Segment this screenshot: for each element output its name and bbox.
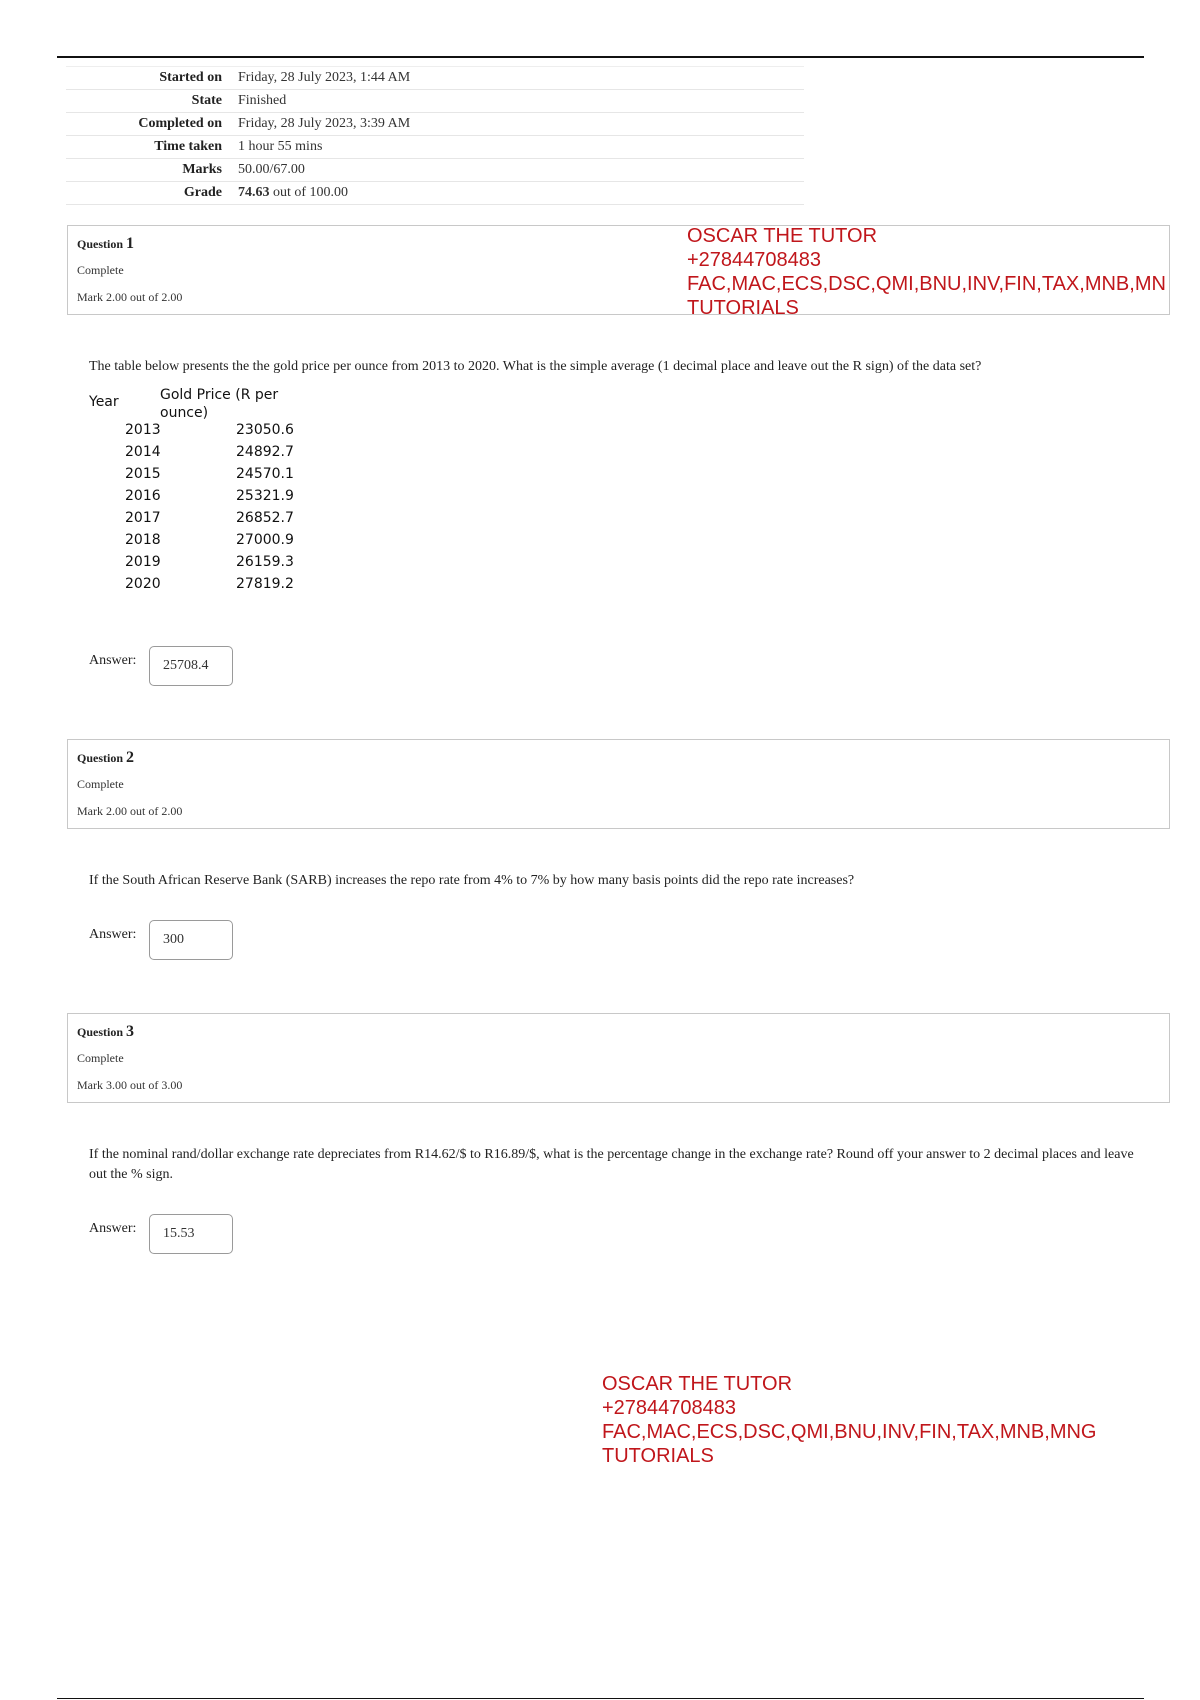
question-text-1: The table below presents the the gold price per ounce from 2013 to 2020. What is the simple average (1 decimal place and leave out the R sign) of the data set? bbox=[89, 359, 982, 374]
question-text-3: If the nominal rand/dollar exchange rate depreciates from R14.62/$ to R16.89/$, what is the percentage change in the exchange rate? Round off your answer to 2 decimal places and leave out the % sign. bbox=[89, 1147, 1134, 1182]
watermark-line: OSCAR THE TUTOR bbox=[687, 225, 878, 247]
summary-row-state bbox=[66, 90, 804, 113]
question-label: Question bbox=[77, 751, 124, 765]
watermark-bottom bbox=[602, 1372, 1097, 1468]
question-mark: Mark 2.00 out of 2.00 bbox=[77, 804, 183, 818]
price-cell: 25321.9 bbox=[236, 488, 294, 504]
year-cell: 2019 bbox=[125, 554, 161, 570]
question-number-value: 2 bbox=[126, 749, 135, 766]
watermark-line: +27844708483 bbox=[602, 1397, 737, 1419]
question-number bbox=[77, 235, 134, 253]
summary-value bbox=[238, 182, 804, 205]
question-number-value: 1 bbox=[126, 235, 135, 252]
summary-value: Friday, 28 July 2023, 1:44 AM bbox=[238, 67, 804, 90]
summary-label: Grade bbox=[66, 182, 238, 205]
price-cell: 26159.3 bbox=[236, 554, 294, 570]
question-info-box-3 bbox=[67, 1013, 1170, 1103]
watermark-line: FAC,MAC,ECS,DSC,QMI,BNU,INV,FIN,TAX,MNB,MN bbox=[687, 273, 1166, 295]
grade-suffix: out of 100.00 bbox=[269, 185, 349, 200]
summary-row-grade bbox=[66, 182, 804, 205]
year-cell: 2016 bbox=[125, 488, 161, 504]
answer-input-2[interactable]: 300 bbox=[149, 920, 233, 960]
answer-input-3[interactable]: 15.53 bbox=[149, 1214, 233, 1254]
gold-table-header-price: Gold Price (R per ounce) bbox=[160, 387, 279, 421]
question-label: Question bbox=[77, 237, 124, 251]
table-row bbox=[89, 466, 309, 488]
summary-row-marks bbox=[66, 159, 804, 182]
question-text-2: If the South African Reserve Bank (SARB) increases the repo rate from 4% to 7% by how many basis points did the repo rate increases? bbox=[89, 873, 855, 888]
bottom-rule bbox=[57, 1698, 1144, 1699]
year-cell: 2017 bbox=[125, 510, 161, 526]
price-cell: 26852.7 bbox=[236, 510, 294, 526]
watermark-line: TUTORIALS bbox=[687, 297, 799, 319]
price-cell: 24892.7 bbox=[236, 444, 294, 460]
question-label: Question bbox=[77, 1025, 124, 1039]
summary-label: Completed on bbox=[66, 113, 238, 136]
table-row bbox=[89, 532, 309, 554]
top-rule bbox=[57, 56, 1144, 58]
summary-value: 50.00/67.00 bbox=[238, 159, 804, 182]
question-number bbox=[77, 749, 134, 767]
watermark-line: TUTORIALS bbox=[602, 1445, 714, 1467]
price-cell: 27819.2 bbox=[236, 576, 294, 592]
summary-value: Finished bbox=[238, 90, 804, 113]
question-status: Complete bbox=[77, 263, 124, 277]
grade-value: 74.63 bbox=[238, 185, 270, 200]
table-row bbox=[89, 488, 309, 510]
watermark-line: FAC,MAC,ECS,DSC,QMI,BNU,INV,FIN,TAX,MNB,MNG bbox=[602, 1421, 1097, 1443]
table-row bbox=[89, 554, 309, 576]
answer-label-3: Answer: bbox=[89, 1221, 137, 1236]
table-row bbox=[89, 422, 309, 444]
answer-label-2: Answer: bbox=[89, 927, 137, 942]
gold-table-header-year: Year bbox=[89, 394, 119, 410]
summary-row-started bbox=[66, 67, 804, 90]
summary-row-completed bbox=[66, 113, 804, 136]
question-number-value: 3 bbox=[126, 1023, 135, 1040]
year-cell: 2013 bbox=[125, 422, 161, 438]
year-cell: 2020 bbox=[125, 576, 161, 592]
answer-label-1: Answer: bbox=[89, 653, 137, 668]
question-mark: Mark 2.00 out of 2.00 bbox=[77, 290, 183, 304]
price-cell: 23050.6 bbox=[236, 422, 294, 438]
question-number bbox=[77, 1023, 134, 1041]
watermark-line: +27844708483 bbox=[687, 249, 822, 271]
summary-value: 1 hour 55 mins bbox=[238, 136, 804, 159]
year-cell: 2018 bbox=[125, 532, 161, 548]
table-row bbox=[89, 444, 309, 466]
summary-value: Friday, 28 July 2023, 3:39 AM bbox=[238, 113, 804, 136]
summary-label: Started on bbox=[66, 67, 238, 90]
question-info-box-2 bbox=[67, 739, 1170, 829]
attempt-summary-table bbox=[66, 66, 804, 205]
summary-label: Time taken bbox=[66, 136, 238, 159]
watermark-line: OSCAR THE TUTOR bbox=[602, 1373, 793, 1395]
table-row bbox=[89, 576, 309, 598]
year-cell: 2015 bbox=[125, 466, 161, 482]
summary-row-time bbox=[66, 136, 804, 159]
summary-label: Marks bbox=[66, 159, 238, 182]
question-status: Complete bbox=[77, 777, 124, 791]
question-status: Complete bbox=[77, 1051, 124, 1065]
year-cell: 2014 bbox=[125, 444, 161, 460]
watermark-top bbox=[687, 224, 1200, 320]
table-row bbox=[89, 510, 309, 532]
summary-label: State bbox=[66, 90, 238, 113]
question-mark: Mark 3.00 out of 3.00 bbox=[77, 1078, 183, 1092]
price-cell: 24570.1 bbox=[236, 466, 294, 482]
answer-input-1[interactable]: 25708.4 bbox=[149, 646, 233, 686]
price-cell: 27000.9 bbox=[236, 532, 294, 548]
